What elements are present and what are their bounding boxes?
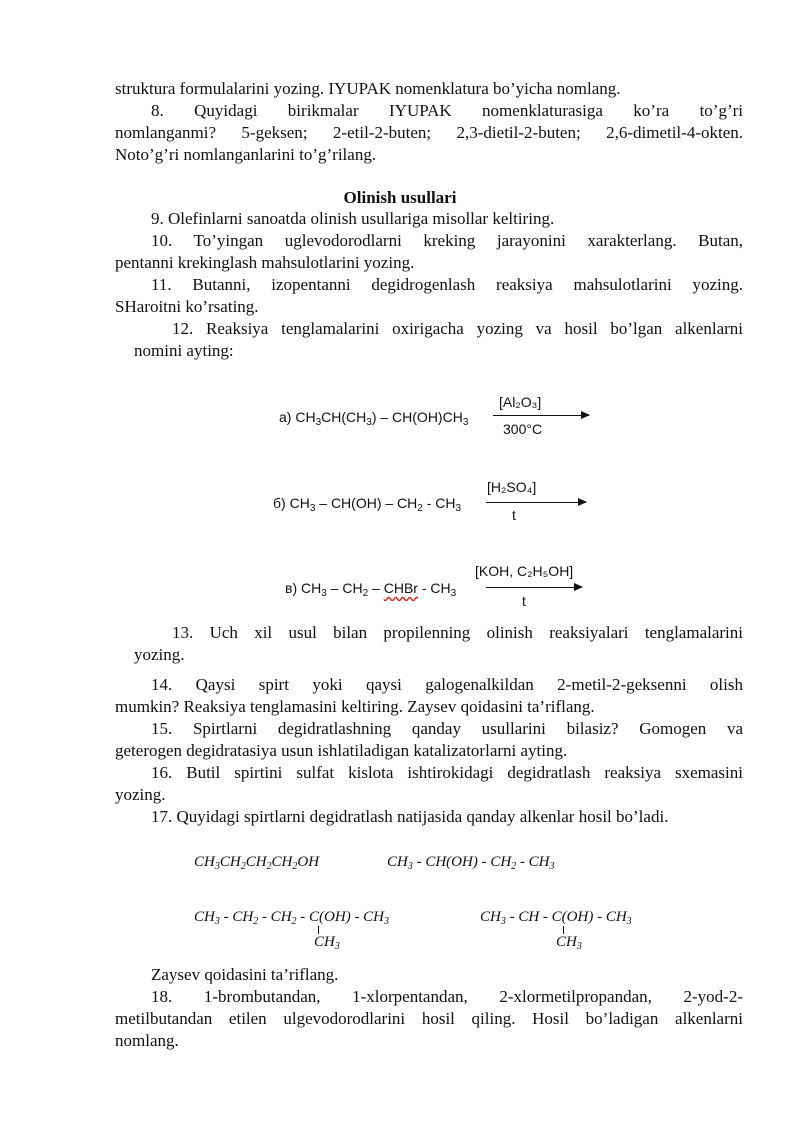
question-15-line-2: geterogen degidratasiya usun ishlatiladigan katalizatorlarni ayting. xyxy=(115,741,568,760)
reaction-a-arrow xyxy=(493,415,589,416)
question-16-line-1: 16. Butil spirtini sulfat kislota ishtirokidagi degidratlash reaksiya sxemasini xyxy=(151,763,743,782)
formula-methylbutanol: $CH_3$ - CH - $C(OH) - CH_3$ xyxy=(480,909,632,927)
reaction-v-arrow xyxy=(486,587,582,588)
question-10-line-1: 10. To’yingan uglevodorodlarni kreking jarayonini xarakterlang. Butan, xyxy=(151,231,743,250)
question-12-line-1: 12. Reaksiya tenglamalarini oxirigacha yozing va hosil bo’lgan alkenlarni xyxy=(172,319,743,338)
reaction-b-condition: t xyxy=(512,507,516,523)
question-9: 9. Olefinlarni sanoatda olinish usullariga misollar keltiring. xyxy=(151,209,555,228)
formula-methylpentanol: $CH_3 - CH_2 - CH_2 - C(OH) - CH_3$ xyxy=(194,909,390,927)
reaction-v-condition: t xyxy=(522,593,526,609)
reaction-a-temperature: 300°C xyxy=(503,421,543,437)
question-18-line-3: nomlang. xyxy=(115,1031,179,1050)
question-16-line-2: yozing. xyxy=(115,785,166,804)
text-line: struktura formulalarini yozing. IYUPAK nomenklatura bo’yicha nomlang. xyxy=(115,79,621,98)
question-10-line-2: pentanni krekinglash mahsulotlarini yozing. xyxy=(115,253,415,272)
branch-bond xyxy=(318,926,319,934)
reaction-a-catalyst: [Al₂O₃] xyxy=(499,394,542,410)
question-14-line-1: 14. Qaysi spirt yoki qaysi galogenalkildan 2-metil-2-geksenni olish xyxy=(151,675,743,694)
reaction-v-equation: в) $CH_3 - CH_2$ – CHBr - $CH_3$ xyxy=(285,580,457,599)
question-14-line-2: mumkin? Reaksiya tenglamasini keltiring. Zaysev qoidasini ta’riflang. xyxy=(115,697,595,716)
reaction-a-equation: a) $CH_3CH(CH_3) - CH(OH)CH_3$ xyxy=(279,409,469,428)
question-12-line-2: nomini ayting: xyxy=(134,341,234,360)
reaction-v-label: в) xyxy=(285,580,298,596)
question-11-line-2: SHaroitni ko’rsating. xyxy=(115,297,259,316)
section-heading: Olinish usullari xyxy=(343,188,457,207)
zaysev-rule-prompt: Zaysev qoidasini ta’riflang. xyxy=(151,965,339,984)
question-8-line-3: Noto’g’ri nomlanganlarini to’g’rilang. xyxy=(115,145,377,164)
reaction-a-label: a) xyxy=(279,409,292,425)
reaction-b-arrow xyxy=(486,502,586,503)
reaction-b-label: б) xyxy=(273,495,286,511)
reaction-b-equation: б) $CH_3 - CH(OH) - CH_2 - CH_3$ xyxy=(273,495,462,514)
question-8-line-1: 8. Quyidagi birikmalar IYUPAK nomenklaturasiga ko’ra to’g’ri xyxy=(151,101,743,120)
formula-methylbutanol-branch: $CH_3$ xyxy=(556,934,582,952)
question-11-line-1: 11. Butanni, izopentanni degidrogenlash reaksiya mahsulotlarini yozing. xyxy=(151,275,743,294)
reaction-b-catalyst: [H₂SO₄] xyxy=(487,479,537,495)
formula-butanol: $CH_3CH_2CH_2CH_2OH$ xyxy=(194,854,320,872)
question-15-line-1: 15. Spirtlarni degidratlashning qanday usullarini bilasiz? Gomogen va xyxy=(151,719,743,738)
formula-methylpentanol-branch: $CH_3$ xyxy=(314,934,340,952)
branch-bond xyxy=(563,926,564,934)
question-18-line-1: 18. 1-brombutandan, 1-xlorpentandan, 2-xlormetilpropandan, 2-yod-2- xyxy=(151,987,743,1006)
question-8-line-2: nomlanganmi? 5-geksen; 2-etil-2-buten; 2,3-dietil-2-buten; 2,6-dimetil-4-okten. xyxy=(115,123,743,142)
reaction-v-reagents: [KOH, C₂H₅OH] xyxy=(475,563,574,579)
formula-butan-2-ol: $CH_3 - CH(OH) - CH_2 - CH_3$ xyxy=(387,854,555,872)
question-13-line-1: 13. Uch xil usul bilan propilenning olinish reaksiyalari tenglamalarini xyxy=(172,623,743,642)
question-13-line-2: yozing. xyxy=(134,645,185,664)
question-18-line-2: metilbutandan etilen ulgevodorodlarini hosil qiling. Hosil bo’ladigan alkenlarni xyxy=(115,1009,743,1028)
question-17: 17. Quyidagi spirtlarni degidratlash natijasida qanday alkenlar hosil bo’ladi. xyxy=(151,807,669,826)
